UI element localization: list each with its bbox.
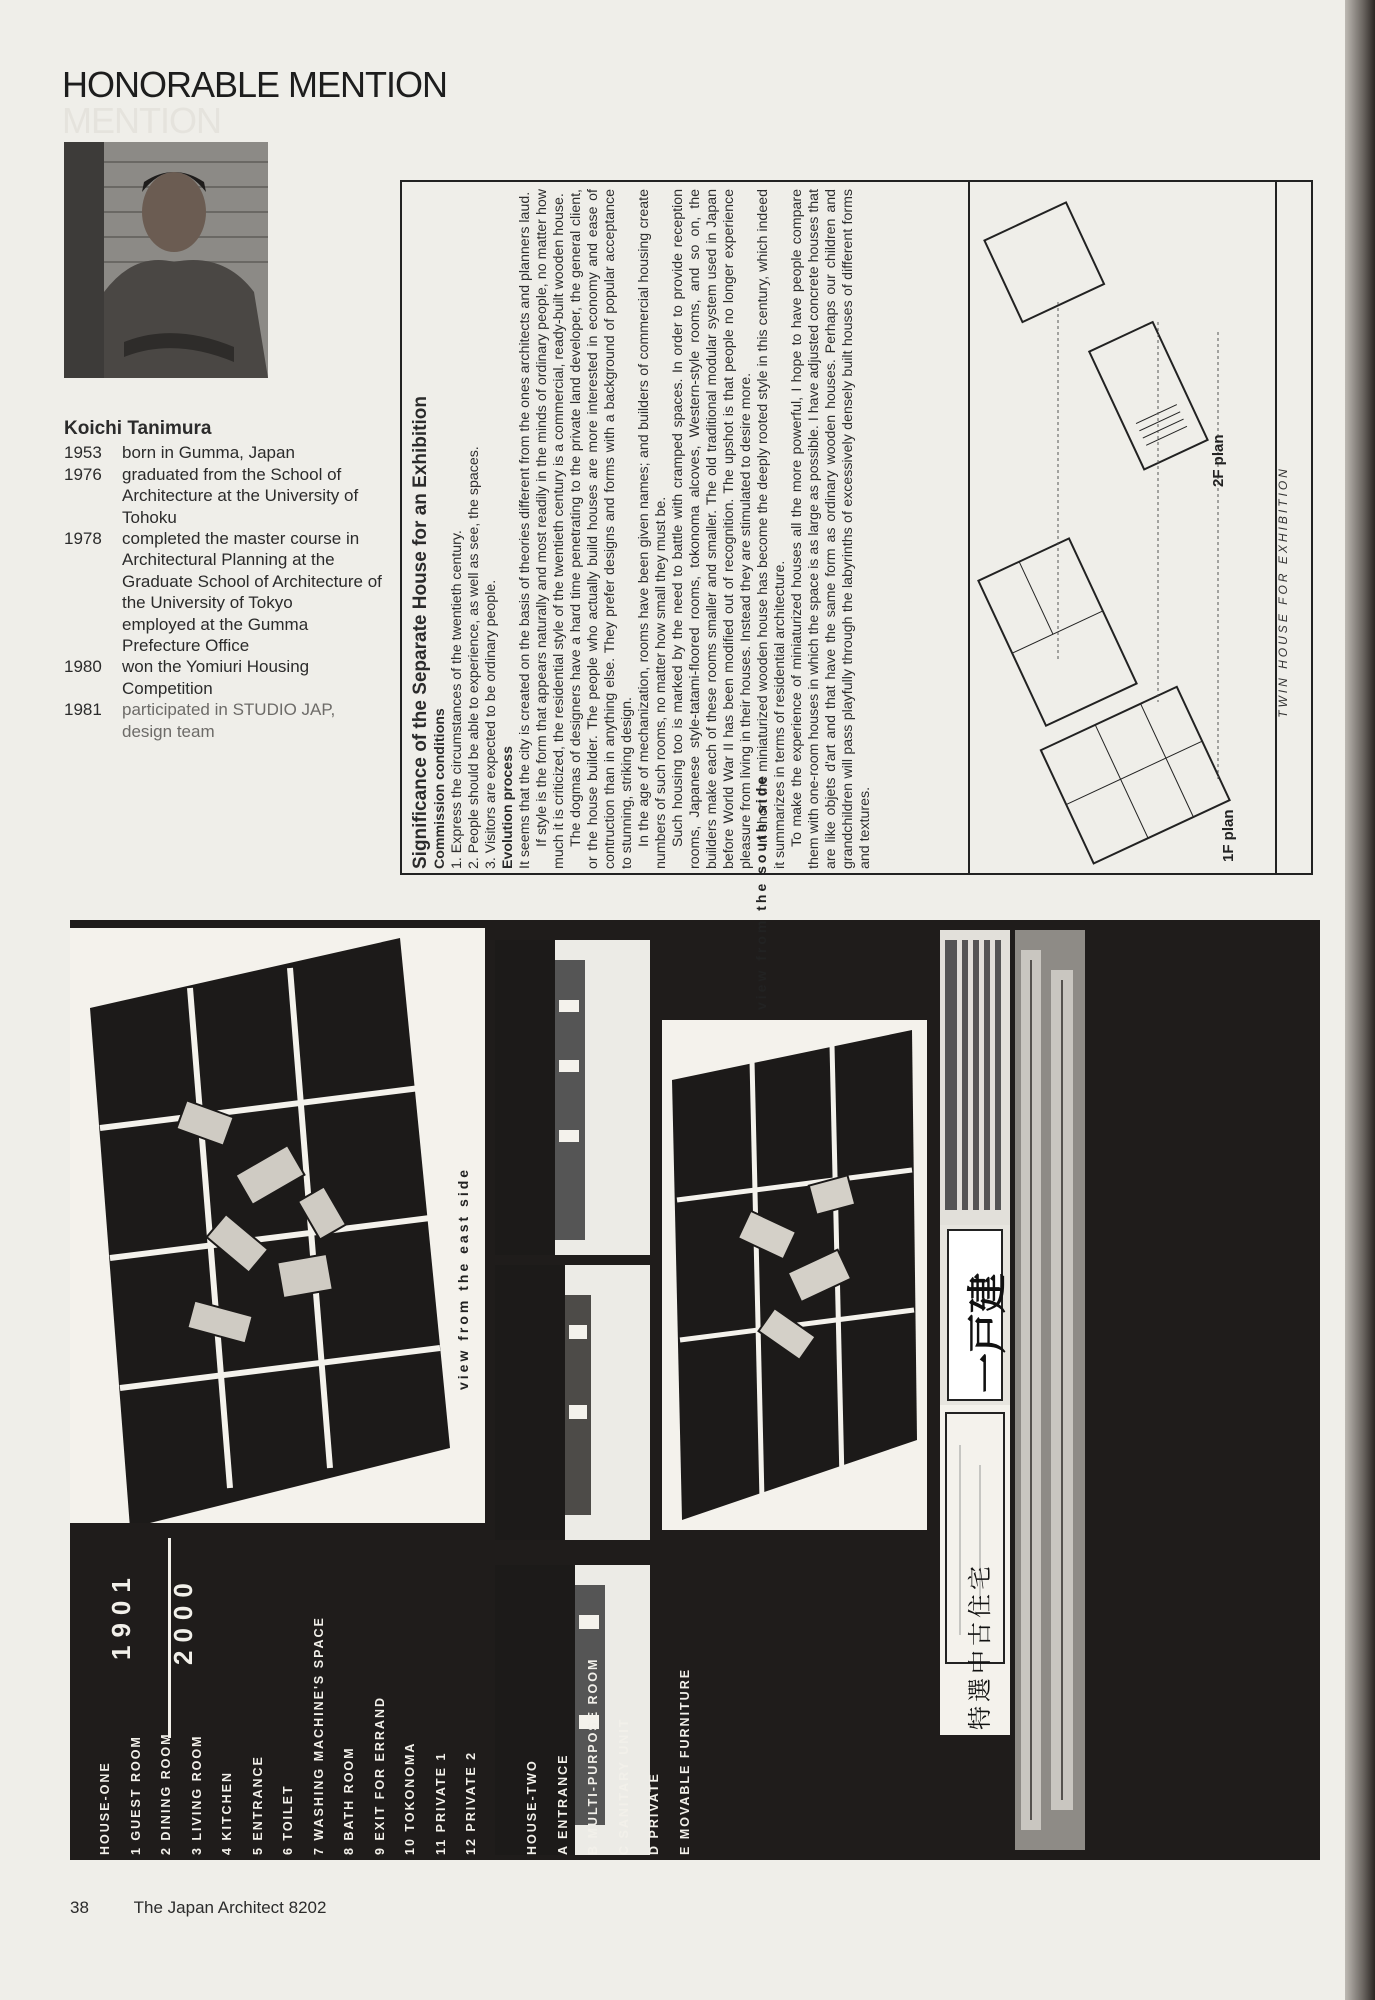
year-end: 2000 (168, 1575, 198, 1665)
legend-house-two-heading: HOUSE-TWO (525, 1759, 539, 1855)
bio-entry (64, 528, 384, 614)
essay-paragraph: The dogmas of designers have a hard time penetrating to the private land developer, the general client, or the house builder. The people who actually build houses are more interested in economy and ease of contruction than in anything else. They prefer designs and forms with a background of popular acceptance to stunning, striking design. (568, 189, 635, 869)
view-east-label: view from the east side (455, 1166, 471, 1390)
banner-sign (940, 1225, 1010, 1405)
legend-item: 9 EXIT FOR ERRAND (372, 1695, 387, 1855)
legend-item: B MULTI-PURPOSE ROOM (586, 1657, 600, 1855)
plan-1f-label: 1F plan (1220, 809, 1237, 862)
bio-entry (64, 442, 384, 463)
legend-item: C SANITARY UNIT (616, 1717, 631, 1855)
banner-chars: 一戸建 (966, 1273, 1010, 1393)
bio-entry (64, 614, 384, 657)
legend-item: D PRIVATE (647, 1772, 661, 1855)
street-sign-collage (1015, 930, 1085, 1850)
bio-year: 1978 (64, 529, 102, 549)
room-legend (90, 1095, 700, 1855)
bio-entry (64, 464, 384, 528)
page-number: 38 (70, 1898, 89, 1917)
legend-item: A ENTRANCE (555, 1753, 570, 1855)
publication-name: The Japan Architect 8202 (133, 1898, 327, 1917)
bio-text: won the Yomiuri Housing Competition (122, 657, 310, 698)
bio-entry (64, 699, 384, 742)
legend-item: 10 TOKONOMA (403, 1741, 417, 1855)
essay-conditions-heading: Commission conditions (432, 708, 448, 869)
legend-item: 3 LIVING ROOM (189, 1734, 204, 1855)
bio-text: graduated from the School of Architecture at the University of Tohoku (122, 464, 359, 527)
essay-condition: 3. Visitors are expected to be ordinary people. (483, 579, 499, 869)
bio-text: participated in STUDIO JAP, design team (122, 700, 336, 741)
architect-bio (64, 418, 384, 742)
essay-text (410, 189, 966, 869)
architect-portrait-photo (64, 142, 268, 378)
essay-condition: 2. People should be able to experience, as well as see, the spaces. (466, 446, 482, 869)
heading-show-through: MENTION (62, 100, 221, 141)
legend-item: 11 PRIVATE 1 (433, 1751, 448, 1855)
newspaper-ad-photo (940, 930, 1010, 1225)
model-photo-south (662, 1020, 927, 1530)
essay-process-heading: Evolution process (500, 746, 516, 869)
page-edge-shadow (1345, 0, 1375, 2000)
essay-paragraph: If style is the form that appears naturally and most readily in the minds of ordinary people, no matter how much it is criticized, the residential style of the twentieth century is a commercial, ready-built wooden house. (534, 189, 567, 869)
legend-item: 8 BATH ROOM (342, 1746, 356, 1855)
year-start: 1901 (106, 1570, 136, 1660)
bio-text: employed at the Gumma Prefecture Office (122, 614, 309, 656)
floor-plan-panel (968, 180, 1313, 875)
essay-paragraph: To make the experience of miniaturized houses all the more powerful, I hope to have people compare them with one-room houses in which the space is as large as possible. I have adjusted concrete houses that are like objets d'art and that have the same form as ordinary wooden houses. Perhaps our children and grandchildren will pass playfully through the labyrinths of excessively densely built houses of different forms and textures. (789, 189, 873, 869)
legend-item: 2 DINING ROOM (159, 1732, 173, 1855)
bio-entry (64, 656, 384, 699)
page-footer (70, 1898, 326, 1918)
essay-condition: 1. Express the circumstances of the twentieth century. (449, 530, 465, 869)
essay-frame (400, 180, 970, 875)
legend-item: E MOVABLE FURNITURE (677, 1667, 692, 1855)
architect-name: Koichi Tanimura (64, 418, 212, 439)
bio-text: born in Gumma, Japan (122, 443, 295, 463)
for-sale-sign-photo (940, 1405, 1010, 1735)
legend-item: 7 WASHING MACHINE'S SPACE (311, 1616, 326, 1855)
legend-item: 12 PRIVATE 2 (464, 1750, 478, 1855)
bio-year: 1953 (64, 443, 102, 463)
bio-year: 1980 (64, 657, 102, 677)
plan-2f-label: 2F plan (1210, 434, 1227, 487)
essay-paragraph: In the age of mechanization, rooms have been given names; and builders of commercial housing create numbers of such rooms, no matter how small they must be. (636, 189, 669, 869)
essay-title: Significance of the Separate House for an Exhibition (410, 396, 431, 869)
legend-item: 5 ENTRANCE (250, 1755, 265, 1855)
bio-year: 1981 (64, 700, 102, 720)
bio-text: completed the master course in Architectural Planning at the Graduate School of Architecture of the University of Tokyo (122, 529, 382, 613)
bio-year (64, 614, 122, 657)
essay-paragraph: It seems that the city is created on the basis of theories different from the ones architects and planners laud. (517, 191, 533, 869)
sign-chars: 特選中古住宅 (967, 1562, 994, 1730)
floor-plan-drawing (968, 182, 1313, 875)
bio-year: 1976 (64, 464, 102, 484)
essay-paragraph: In short the miniaturized wooden house has become the deeply rooted style in this century, which indeed it summarizes in terms of residential architecture. (755, 189, 788, 869)
view-south-label: view from the south side (753, 773, 769, 1010)
page-heading: HONORABLE MENTION (62, 64, 448, 105)
essay-paragraph: Such housing too is marked by the need to battle with cramped spaces. In order to provide reception rooms, Japanese style-tatami-floored rooms, tokonoma alcoves, Western-style rooms, and so on, the builders make each of these rooms smaller and smaller. The old traditional modular system used in Japan before World War II has been modified out of recognition. The upshot is that people no longer experience pleasure from living in their houses. Instead they are stimulated to desire more. (670, 189, 754, 869)
legend-item: 6 TOILET (281, 1784, 295, 1855)
legend-item: 4 KITCHEN (220, 1771, 234, 1855)
legend-item: 1 GUEST ROOM (128, 1735, 143, 1855)
legend-house-one-heading: HOUSE-ONE (98, 1761, 112, 1855)
plan-caption: TWIN HOUSE FOR EXHIBITION (1276, 466, 1290, 718)
